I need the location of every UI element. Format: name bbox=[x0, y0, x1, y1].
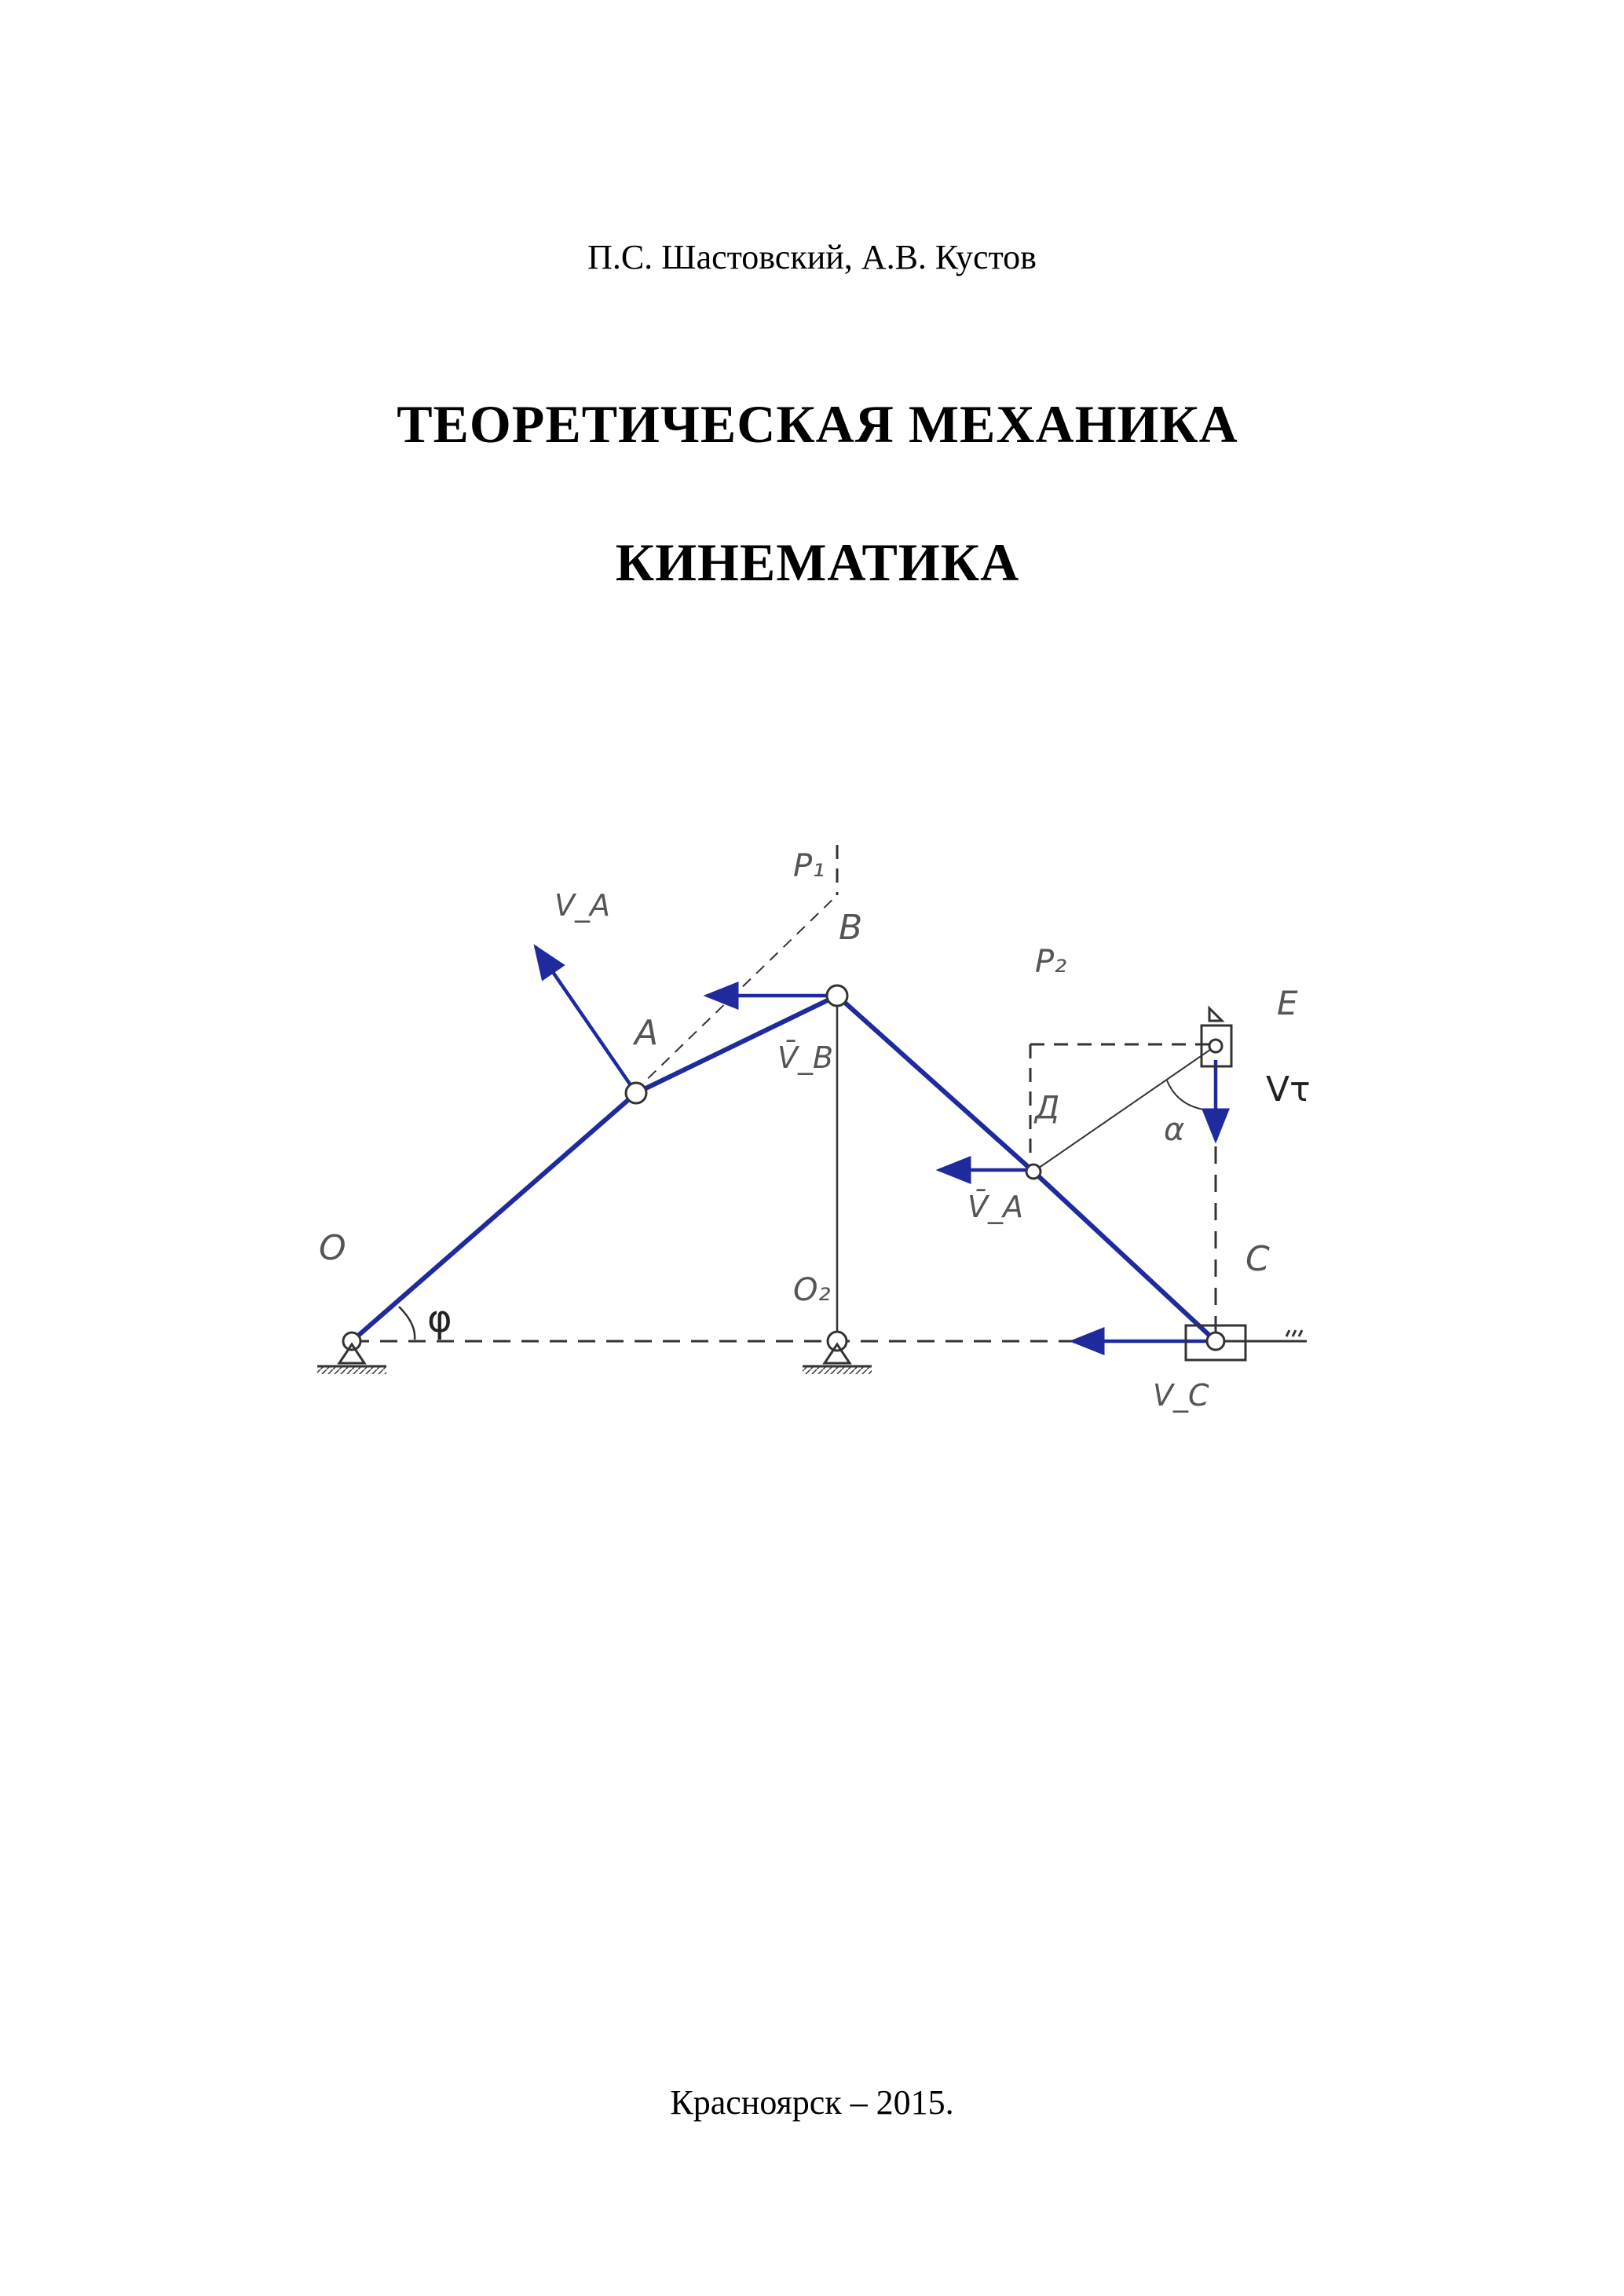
label-a: A bbox=[635, 1013, 659, 1053]
joint-e bbox=[1209, 1040, 1222, 1052]
alpha-arc bbox=[1167, 1080, 1209, 1110]
label-c: C bbox=[1245, 1239, 1270, 1279]
label-vtau: Vτ bbox=[1266, 1069, 1311, 1110]
authors-line: П.С. Шастовский, А.В. Кустов bbox=[587, 238, 1037, 276]
label-vd: V̄_A bbox=[967, 1190, 1023, 1224]
link-d-e bbox=[1033, 1046, 1216, 1172]
joint-o bbox=[343, 1333, 360, 1350]
link-o-a bbox=[352, 1093, 636, 1341]
joint-b bbox=[827, 985, 847, 1006]
phi-arc bbox=[399, 1307, 415, 1340]
label-vb: V̄_B bbox=[777, 1040, 834, 1075]
velocity-vectors bbox=[536, 947, 1216, 1341]
label-p1: P₁ bbox=[793, 848, 825, 884]
label-p2: P₂ bbox=[1035, 944, 1067, 980]
label-phi: φ bbox=[427, 1297, 452, 1341]
label-va: V_A bbox=[554, 888, 610, 923]
link-d-c bbox=[1033, 1172, 1216, 1341]
label-o: O bbox=[319, 1228, 346, 1268]
label-alpha: α bbox=[1164, 1112, 1185, 1148]
label-d: Д bbox=[1035, 1090, 1060, 1126]
joint-o2 bbox=[828, 1332, 847, 1351]
label-e: E bbox=[1277, 984, 1298, 1022]
joint-d bbox=[1026, 1164, 1041, 1179]
joint-a bbox=[626, 1083, 646, 1103]
diagram-labels bbox=[319, 848, 1311, 1413]
joint-c bbox=[1207, 1333, 1224, 1350]
title-main: ТЕОРЕТИЧЕСКАЯ МЕХАНИКА bbox=[397, 394, 1238, 454]
footer-city-year: Красноярск – 2015. bbox=[670, 2083, 954, 2122]
vector-va bbox=[536, 947, 636, 1093]
label-vc: V_C bbox=[1153, 1378, 1209, 1413]
construction-lines bbox=[352, 845, 1307, 1341]
label-b: B bbox=[839, 908, 863, 948]
label-o2: O₂ bbox=[793, 1272, 831, 1308]
title-sub: КИНЕМАТИКА bbox=[615, 532, 1020, 592]
link-b-d bbox=[837, 996, 1033, 1172]
